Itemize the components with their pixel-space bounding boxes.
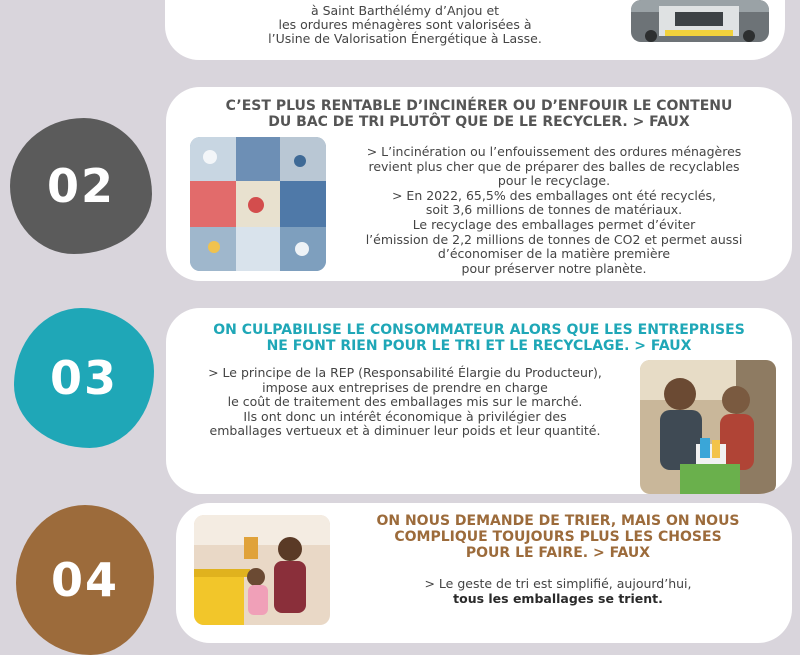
text-line: Le recyclage des emballages permet d’éviter [412, 216, 696, 232]
title-line: DU BAC DE TRI PLUTÔT QUE DE LE RECYCLER. > FAUX [268, 114, 690, 130]
item-title [176, 98, 782, 130]
number-label: 03 [49, 351, 118, 405]
text-line: l’émission de 2,2 millions de tonnes de CO2 et permet aussi [365, 231, 743, 247]
item-title [324, 513, 792, 561]
intro-text [185, 4, 625, 46]
title-line: NE FONT RIEN POUR LE TRI ET LE RECYCLAGE. > FAUX [266, 338, 692, 354]
text-line: > L’incinération ou l’enfouissement des ordures ménagères [366, 144, 742, 159]
item-card-03 [166, 308, 792, 494]
text-line: l’Usine de Valorisation Énergétique à Lasse. [268, 31, 542, 46]
item-card-04 [176, 503, 792, 643]
couple-shopping-photo [640, 360, 776, 494]
text-line: tous les emballages se trient. [453, 590, 663, 606]
family-sorting-photo [194, 515, 330, 625]
number-badge-04 [16, 505, 154, 655]
text-line: revient plus cher que de préparer des balles de recyclables [368, 158, 740, 174]
text-line: emballages vertueux et à diminuer leur poids et leur quantité. [209, 423, 601, 439]
text-line: > Le geste de tri est simplifié, aujourd’hui, [424, 576, 692, 591]
number-label: 04 [50, 553, 119, 607]
title-line: C’EST PLUS RENTABLE D’INCINÉRER OU D’ENFOUIR LE CONTENU [225, 98, 733, 114]
text-line: les ordures ménagères sont valorisées à [278, 17, 532, 32]
text-line: impose aux entreprises de prendre en charge [262, 379, 548, 395]
text-line: > Le principe de la REP (Responsabilité Élargie du Producteur), [208, 365, 602, 380]
text-line: Ils ont donc un intérêt économique à privilégier des [243, 408, 567, 424]
number-badge-03 [14, 308, 154, 448]
text-line: d’économiser de la matière première [437, 246, 671, 262]
garbage-truck-photo [631, 0, 769, 42]
title-line: ON CULPABILISE LE CONSOMMATEUR ALORS QUE LES ENTREPRISES [213, 322, 745, 338]
item-text [324, 577, 792, 606]
text-line: le coût de traitement des emballages mis sur le marché. [227, 394, 583, 410]
intro-card [165, 0, 785, 60]
item-text [170, 366, 640, 439]
text-line: pour le recyclage. [497, 173, 611, 189]
title-line: POUR LE FAIRE. > FAUX [465, 545, 651, 561]
text-line: soit 3,6 millions de tonnes de matériaux. [425, 202, 683, 218]
title-line: ON NOUS DEMANDE DE TRIER, MAIS ON NOUS [376, 513, 740, 529]
text-line: à Saint Barthélémy d’Anjou et [310, 3, 500, 18]
recycling-bales-photo [190, 137, 326, 271]
item-title [172, 322, 786, 354]
text-line: pour préserver notre planète. [461, 260, 647, 276]
item-card-02 [166, 87, 792, 281]
item-text [324, 145, 784, 276]
number-label: 02 [46, 159, 115, 213]
title-line: COMPLIQUE TOUJOURS PLUS LES CHOSES [394, 529, 722, 545]
number-badge-02 [10, 118, 152, 254]
text-line: > En 2022, 65,5% des emballages ont été recyclés, [391, 187, 717, 203]
